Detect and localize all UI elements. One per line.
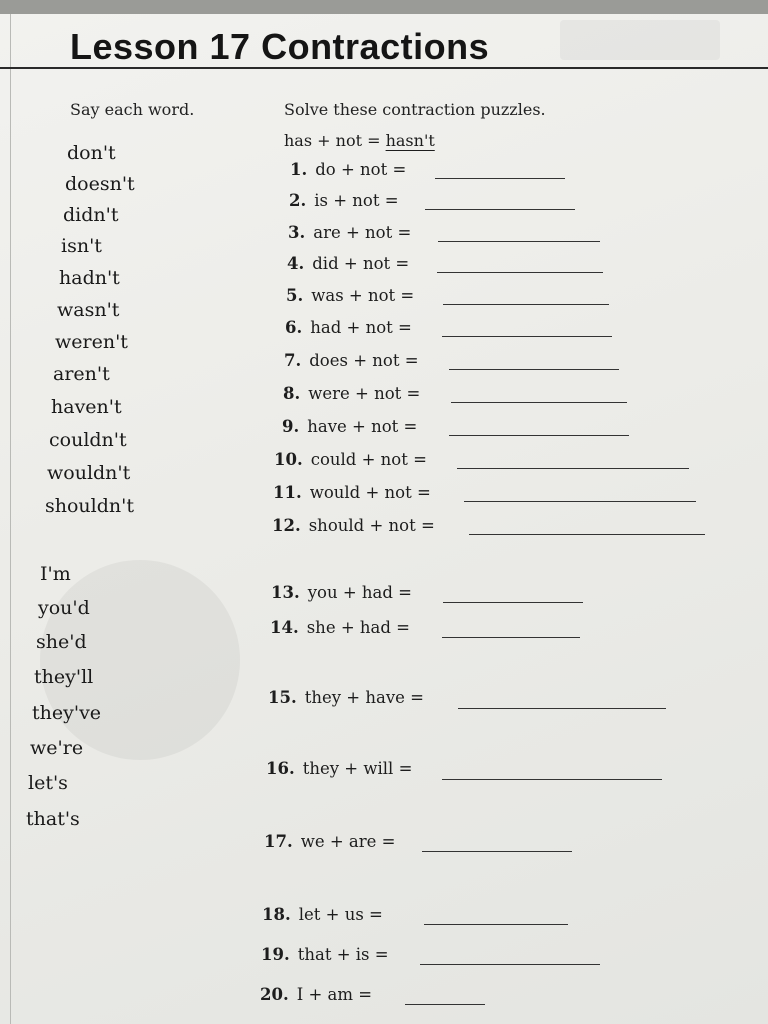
- word-item: we're: [30, 737, 84, 759]
- puzzle-item: [266, 759, 412, 778]
- puzzle-item: [282, 417, 417, 436]
- puzzle-item: [261, 945, 389, 964]
- word-item: don't: [67, 142, 116, 164]
- puzzle-number: 20.: [260, 985, 289, 1004]
- puzzle-item: [286, 286, 414, 305]
- puzzle-expression: was + not =: [311, 286, 415, 305]
- puzzle-expression: does + not =: [309, 351, 419, 370]
- answer-blank[interactable]: [458, 708, 666, 709]
- puzzle-number: 11.: [273, 483, 302, 502]
- puzzle-expression: they + will =: [302, 759, 413, 778]
- puzzle-number: 17.: [264, 832, 293, 851]
- puzzle-number: 1.: [290, 160, 308, 179]
- bleed-through-shadow: [560, 20, 720, 60]
- puzzle-number: 13.: [271, 583, 300, 602]
- puzzle-item: [284, 351, 419, 370]
- puzzle-item: [272, 516, 435, 535]
- puzzle-expression: were + not =: [308, 384, 421, 403]
- word-item: couldn't: [49, 429, 127, 451]
- puzzle-number: 8.: [283, 384, 301, 403]
- answer-blank[interactable]: [442, 637, 580, 638]
- answer-blank[interactable]: [435, 178, 565, 179]
- answer-blank[interactable]: [443, 304, 609, 305]
- answer-blank[interactable]: [449, 369, 619, 370]
- example-puzzle: [284, 131, 435, 150]
- answer-blank[interactable]: [442, 779, 662, 780]
- answer-blank[interactable]: [422, 851, 572, 852]
- word-item: I'm: [40, 563, 71, 585]
- answer-blank[interactable]: [443, 602, 583, 603]
- word-item: aren't: [53, 363, 110, 385]
- answer-blank[interactable]: [425, 209, 575, 210]
- answer-blank[interactable]: [437, 272, 603, 273]
- puzzle-expression: had + not =: [310, 318, 412, 337]
- puzzle-item: [287, 254, 409, 273]
- puzzle-expression: did + not =: [312, 254, 410, 273]
- puzzle-number: 4.: [287, 254, 305, 273]
- answer-blank[interactable]: [451, 402, 627, 403]
- left-heading: Say each word.: [70, 100, 195, 119]
- word-item: shouldn't: [45, 495, 134, 517]
- word-item: wouldn't: [47, 462, 131, 484]
- puzzle-expression: we + are =: [300, 832, 396, 851]
- word-item: weren't: [55, 331, 128, 353]
- puzzle-expression: is + not =: [314, 191, 399, 210]
- puzzle-expression: do + not =: [315, 160, 407, 179]
- puzzle-item: [288, 223, 411, 242]
- word-item: she'd: [36, 631, 87, 653]
- word-item: they'll: [34, 666, 94, 688]
- puzzle-expression: should + not =: [308, 516, 435, 535]
- word-item: that's: [26, 808, 80, 830]
- puzzle-number: 16.: [266, 759, 295, 778]
- puzzle-number: 14.: [270, 618, 299, 637]
- answer-blank[interactable]: [464, 501, 696, 502]
- page-title: Lesson 17 Contractions: [70, 26, 490, 67]
- puzzle-item: [270, 618, 410, 637]
- puzzle-item: [285, 318, 412, 337]
- puzzle-item: [274, 450, 427, 469]
- puzzle-expression: you + had =: [307, 583, 413, 602]
- puzzle-number: 7.: [284, 351, 302, 370]
- puzzle-item: [262, 905, 383, 924]
- answer-blank[interactable]: [438, 241, 600, 242]
- puzzle-number: 10.: [274, 450, 303, 469]
- word-item: wasn't: [57, 299, 120, 321]
- puzzle-expression: they + have =: [304, 688, 424, 707]
- example-expression: has + not =: [284, 131, 386, 150]
- puzzle-number: 9.: [282, 417, 300, 436]
- puzzle-expression: are + not =: [313, 223, 412, 242]
- word-item: they've: [32, 702, 102, 724]
- puzzle-item: [283, 384, 420, 403]
- puzzle-expression: would + not =: [309, 483, 431, 502]
- answer-blank[interactable]: [420, 964, 600, 965]
- word-item: isn't: [61, 235, 102, 257]
- puzzle-number: 18.: [262, 905, 291, 924]
- puzzle-item: [289, 191, 399, 210]
- puzzle-item: [268, 688, 424, 707]
- example-answer: hasn't: [385, 131, 435, 150]
- word-item: doesn't: [65, 173, 135, 195]
- puzzle-item: [271, 583, 412, 602]
- answer-blank[interactable]: [457, 468, 689, 469]
- answer-blank[interactable]: [424, 924, 568, 925]
- answer-blank[interactable]: [469, 534, 705, 535]
- puzzle-item: [264, 832, 395, 851]
- word-item: let's: [28, 772, 68, 794]
- word-item: hadn't: [59, 267, 120, 289]
- puzzle-item: [290, 160, 406, 179]
- answer-blank[interactable]: [442, 336, 612, 337]
- puzzle-expression: that + is =: [297, 945, 389, 964]
- puzzle-expression: she + had =: [306, 618, 410, 637]
- puzzle-number: 15.: [268, 688, 297, 707]
- puzzle-item: [260, 985, 372, 1004]
- answer-blank[interactable]: [405, 1004, 485, 1005]
- puzzle-expression: have + not =: [307, 417, 418, 436]
- puzzle-number: 19.: [261, 945, 290, 964]
- puzzle-expression: I + am =: [296, 985, 373, 1004]
- page-top-shadow: [0, 0, 768, 14]
- answer-blank[interactable]: [449, 435, 629, 436]
- puzzle-number: 12.: [272, 516, 301, 535]
- right-heading: Solve these contraction puzzles.: [284, 100, 546, 119]
- puzzle-item: [273, 483, 431, 502]
- puzzle-number: 5.: [286, 286, 304, 305]
- puzzle-expression: could + not =: [310, 450, 427, 469]
- word-item: didn't: [63, 204, 119, 226]
- bleed-through-shadow: [40, 560, 240, 760]
- puzzle-number: 6.: [285, 318, 303, 337]
- word-item: you'd: [38, 597, 90, 619]
- puzzle-expression: let + us =: [298, 905, 383, 924]
- puzzle-number: 3.: [288, 223, 306, 242]
- puzzle-number: 2.: [289, 191, 307, 210]
- title-rule: [0, 67, 768, 69]
- word-item: haven't: [51, 396, 122, 418]
- margin-rule: [10, 14, 11, 1024]
